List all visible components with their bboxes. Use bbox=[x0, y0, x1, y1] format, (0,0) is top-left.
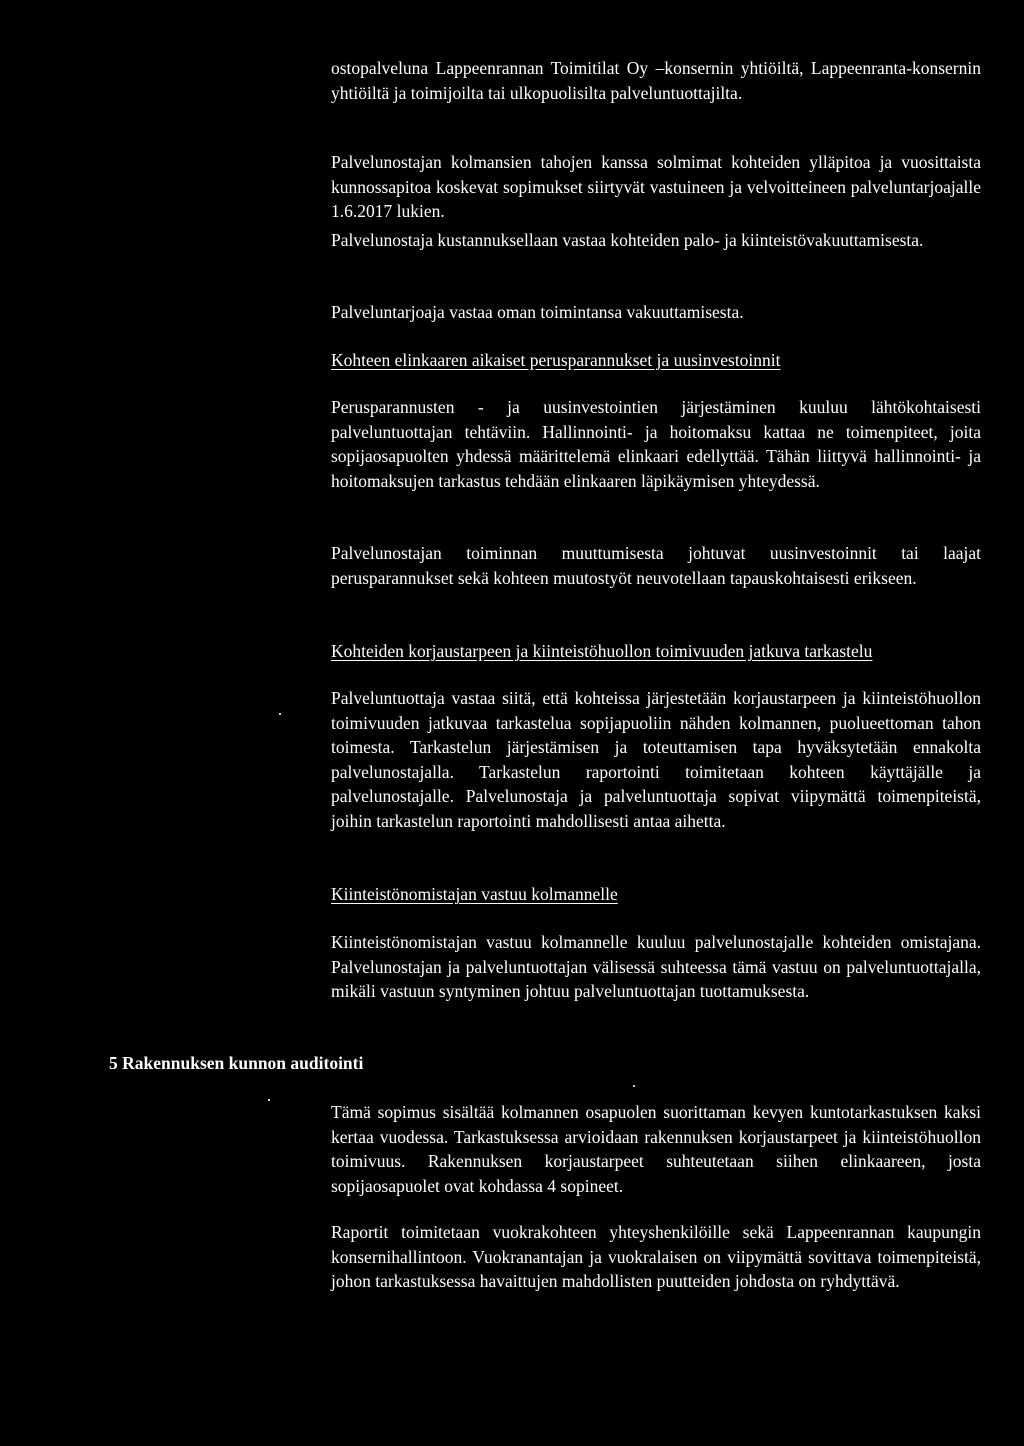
scan-speck bbox=[633, 1085, 635, 1087]
paragraph-audit-reports: Raportit toimitetaan vuokrakohteen yhteyshenkilöille sekä Lappeenrannan kaupungin konsernihallintoon. Vuokranantajan ja vuokralaisen on viipymättä sovittava toimenpiteistä, johon tarkastuksessa havaittujen mahdollisten puutteiden johdosta on ryhdyttävä. bbox=[331, 1222, 981, 1291]
paragraph-changes: Palvelunostajan toiminnan muuttumisesta johtuvat uusinvestoinnit tai laajat perusparannukset sekä kohteen muutostyöt neuvotellaan tapauskohtaisesti erikseen. bbox=[331, 543, 981, 588]
scan-speck bbox=[268, 1099, 270, 1101]
paragraph-renovations: Perusparannusten - ja uusinvestointien järjestäminen kuuluu lähtökohtaisesti palveluntuottajan tehtäviin. Hallinnointi- ja hoitomaksu kattaa ne toimenpiteet, joita sopijaosapuolten yhdessä määrittelemä elinkaari edellyttää. Tähän liittyvä hallinnointi- ja hoitomaksujen tarkastus tehdään elinkaaren läpikäymisen yhteydessä. bbox=[331, 397, 981, 491]
subheading-owner-liability: Kiinteistönomistajan vastuu kolmannelle bbox=[331, 884, 618, 904]
paragraph-contracts-transfer: Palvelunostajan kolmansien tahojen kanssa solmimat kohteiden ylläpitoa ja vuosittaista kunnossapitoa koskevat sopimukset siirtyvät vastuineen ja velvoitteineen palveluntarjoajalle 1.6.2017 lukien. bbox=[331, 152, 981, 221]
paragraph-continuous-review: Palveluntuottaja vastaa siitä, että kohteissa järjestetään korjaustarpeen ja kiinteistöhuollon toimivuuden jatkuvaa tarkastelua sopijapuoliin nähden kolmannen, puolueettoman tahon toimesta. Tarkastelun järjestämisen ja toteuttamisen tapa hyväksytetään ennakolta palvelunostajalla. Tarkastelun raportointi toimitetaan kohteen käyttäjälle ja palvelunostajalle. Palvelunostaja ja palveluntuottaja sopivat viipymättä toimenpiteistä, joihin tarkastelun raportointi mahdollisesti antaa aihetta. bbox=[331, 688, 981, 831]
paragraph-audit-inspection: Tämä sopimus sisältää kolmannen osapuolen suorittaman kevyen kuntotarkastuksen kaksi kertaa vuodessa. Tarkastuksessa arvioidaan rakennuksen korjaustarpeet ja kiinteistöhuollon toimivuus. Rakennuksen korjaustarpeet suhteutetaan siihen elinkaareen, josta sopijaosapuolet ovat kohdassa 4 sopineet. bbox=[331, 1102, 981, 1196]
subheading-renovations: Kohteen elinkaaren aikaiset perusparannukset ja uusinvestoinnit bbox=[331, 350, 781, 370]
paragraph-insurance-provider: Palveluntarjoaja vastaa oman toimintansa vakuuttamisesta. bbox=[331, 302, 744, 322]
scan-speck bbox=[279, 713, 281, 715]
section-heading-audit: 5 Rakennuksen kunnon auditointi bbox=[109, 1053, 364, 1073]
paragraph-procurement: ostopalveluna Lappeenrannan Toimitilat Oy –konsernin yhtiöiltä, Lappeenranta-konsernin yhtiöiltä ja toimijoilta tai ulkopuolisilta palveluntuottajilta. bbox=[331, 58, 981, 103]
subheading-continuous-review: Kohteiden korjaustarpeen ja kiinteistöhuollon toimivuuden jatkuva tarkastelu bbox=[331, 641, 873, 661]
paragraph-owner-liability: Kiinteistönomistajan vastuu kolmannelle kuuluu palvelunostajalle kohteiden omistajana. Palvelunostajan ja palveluntuottajan välisessä suhteessa tämä vastuu on palveluntuottajalla, mikäli vastuun syntyminen johtuu palveluntuottajan tuottamuksesta. bbox=[331, 932, 981, 1001]
paragraph-insurance-buyer: Palvelunostaja kustannuksellaan vastaa kohteiden palo- ja kiinteistövakuuttamisesta. bbox=[331, 230, 924, 250]
